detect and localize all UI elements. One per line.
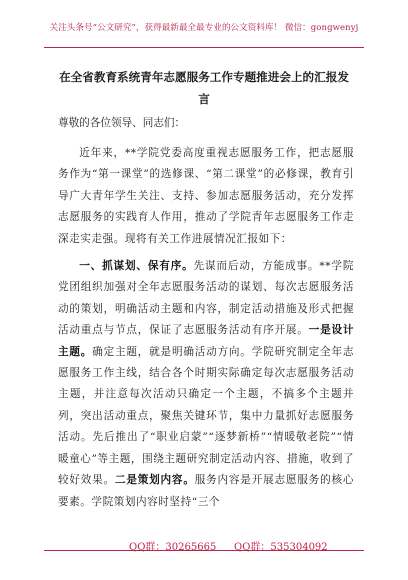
section-text: 先谋而后动，方能成事。**学院党团组织加强对全年志愿服务活动的谋划、每次志愿服务活动的策划，明确活动主题和内容，制定活动措施及形式把握活动重点与节点，保证了志愿服务活动有序开展。 [58,260,355,337]
subsection-text-1: 确定主题，就是明确活动方向。学院研究制定全年志愿服务工作主线，结合各个时期实际确定每次志愿服务活动主题，并注意每次活动只确定一个主题，不搞多个主题并列，突出活动重点，聚焦关键环节，集中力量抓好志愿服务活动。先后推出了“职业启蒙”“逐梦新桥”“情暖敬老院”“情暖童心”等主题，围绕主题研究制定活动内容、措施，收到了较好效果。 [58,345,354,487]
document-body [58,143,354,519]
paragraph-intro: 近年来，**学院党委高度重视志愿服务工作，把志愿服务作为“第一课堂”的选修课、“第二课堂”的必修课，教育引导广大青年学生关注、支持、参加志愿服务活动，充分发挥志愿服务的实践育人作用，推动了学院青年志愿服务工作走深走实走强。现将有关工作进展情况汇报如下： [58,147,354,245]
subsection-heading-1: 一是设计主题。 [58,324,354,358]
footer-qq-group-2: QQ群：535304092 [234,542,328,553]
header-divider [44,47,364,48]
subsection-heading-2: 二是策划内容。 [114,474,195,487]
footer-qq-group-1: QQ群：30265665 [129,542,217,553]
paragraph-section-1 [58,256,354,513]
header-notice: 关注头条号“公文研究”，获得最新最全最专业的公文资料库！ 微信：gongwenyj [49,23,359,33]
salutation: 尊敬的各位领导、同志们： [58,117,186,129]
page-header [0,0,408,60]
subsection-text-2: 服务内容是开展志愿服务的核心要素。学院策划内容时坚持“三个 [58,474,354,508]
section-heading: 一、抓谋划、保有序。 [79,260,194,273]
document-title: 在全省教育系统青年志愿服务工作专题推进会上的汇报发言 [59,70,349,106]
